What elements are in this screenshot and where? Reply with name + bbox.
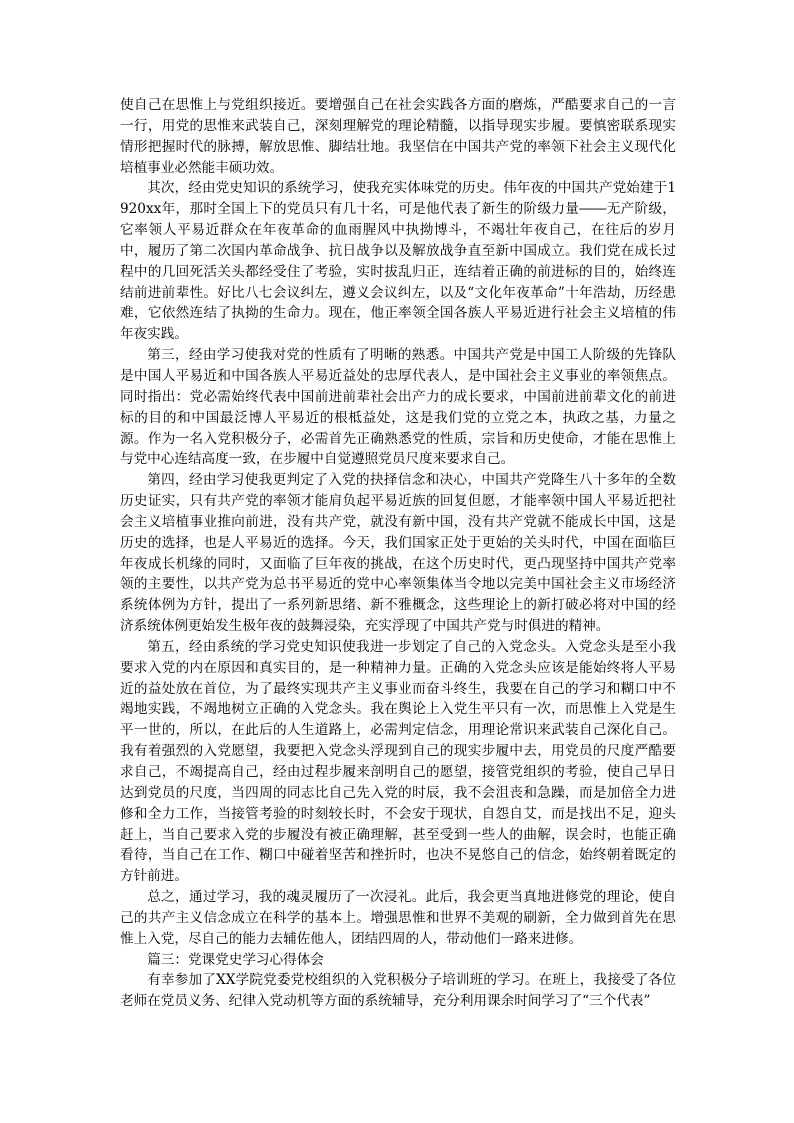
paragraph-fourth: 第四，经由学习使我更判定了入党的抉择信念和决心，中国共产党降生八十多年的全数历史证实，只有共产党的率领才能肩负起平易近族的回复但愿，才能率领中国人平易近把社会主义培植事业推向前进，没有共产党，就没有新中国，没有共产党就不能成长中国，这是历史的选择，也是人平易近的选择。今天，我们国家正处于更始的关头时代，中国在面临巨年夜成长机缘的同时，又面临了巨年夜的挑战，在这个历史时代，更凸现坚持中国共产党率领的主要性，以共产党为总书平易近的党中心率领集体当令地以完美中国社会主义市场经济系统体例为方针，提出了一系列新思绪、新不雅概念，这些理论上的新打破必将对中国的经济系统体例更始发生极年夜的鼓舞浸染，充实浮现了中国共产党与时俱进的精神。 [120, 472, 676, 635]
paragraph-conclusion: 总之，通过学习，我的魂灵履历了一次浸礼。此后，我会更当真地进修党的理论，使自己的共产主义信念成立在科学的基本上。增强思惟和世界不美观的刷新，全力做到首先在思惟上入党，尽自己的能力去辅佐他人，团结四周的人，带动他们一路来进修。 [120, 889, 676, 947]
paragraph-second: 其次，经由党史知识的系统学习，使我充实体味党的历史。伟年夜的中国共产党始建于1920xx年，那时全国上下的党员只有几十名，可是他代表了新生的阶级力量――无产阶级，它率领人平易近群众在年夜革命的血雨腥风中执拗博斗，不竭壮年夜自己，在往后的岁月中，履历了第二次国内革命战争、抗日战争以及解放战争直至新中国成立。我们党在成长过程中的几回死活关头都经受住了考验，实时拔乱归正，连结着正确的前进标的目的，始终连结前进前辈性。好比八七会议纠左，遵义会议纠左，以及“文化年夜革命”十年浩劫，历经患难，它依然连结了执拗的生命力。现在，他正率领全国各族人平易近进行社会主义培植的伟年夜实践。 [120, 180, 676, 343]
paragraph-continuation: 使自己在思惟上与党组织接近。要增强自己在社会实践各方面的磨炼，严酷要求自己的一言一行，用党的思惟来武装自己，深刻理解党的理论精髓，以指导现实步履。要慎密联系现实情形把握时代的脉搏，解放思惟、脚结壮地。我坚信在中国共产党的率领下社会主义现代化培植事业必然能丰硕功效。 [120, 97, 676, 176]
paragraph-fifth: 第五，经由系统的学习党史知识使我进一步划定了自己的入党念头。入党念头是至小我要求入党的内在原因和真实目的，是一种精神力量。正确的入党念头应该是能始终将人平易近的益处放在首位，为了最终实现共产主义事业而奋斗终生，我要在自己的学习和糊口中不竭地实践，不竭地树立正确的入党念头。我在舆论上入党生平只有一次，而思惟上入党是生平一世的，所以，在此后的人生道路上，必需判定信念，用理论常识来武装自己深化自己。我有着强烈的入党愿望，我要把入党念头浮现到自己的现实步履中去，用党员的尺度严酷要求自己，不竭提高自己，经由过程步履来剖明自己的愿望，接管党组织的考验，使自己早日达到党员的尺度，当四周的同志比自己先入党的时辰，我不会沮丧和急躁，而是加倍全力进修和全力工作，当接管考验的时刻较长时，不会安于现状，自怨自艾，而是找出不足，迎头赶上，当自己要求入党的步履没有被正确理解，甚至受到一些人的曲解，误会时，也能正确看待，当自己在工作、糊口中碰着坚苦和挫折时，也决不晃悠自己的信念，始终朝着既定的方针前进。 [120, 638, 676, 885]
paragraph-section-three: 有幸参加了XX学院党委党校组织的入党积极分子培训班的学习。在班上，我接受了各位老师在党员义务、纪律入党动机等方面的系统辅导，充分利用课余时间学习了“三个代表” [120, 972, 676, 1010]
paragraph-third: 第三，经由学习使我对党的性质有了明晰的熟悉。中国共产党是中国工人阶级的先锋队是中国人平易近和中国各族人平易近益处的忠厚代表人，是中国社会主义事业的率领焦点。同时指出：党必需始终代表中国前进前辈社会出产力的成长要求，中国前进前辈文化的前进标的目的和中国最泛博人平易近的根柢益处，这是我们党的立党之本，执政之基，力量之源。作为一名入党积极分子，必需首先正确熟悉党的性质，宗旨和历史使命，才能在思惟上与党中心连结高度一致，在步履中自觉遵照党员尺度来要求自己。 [120, 347, 676, 468]
section-heading: 篇三：党课党史学习心得体会 [147, 951, 324, 968]
document-page [120, 95, 676, 1012]
